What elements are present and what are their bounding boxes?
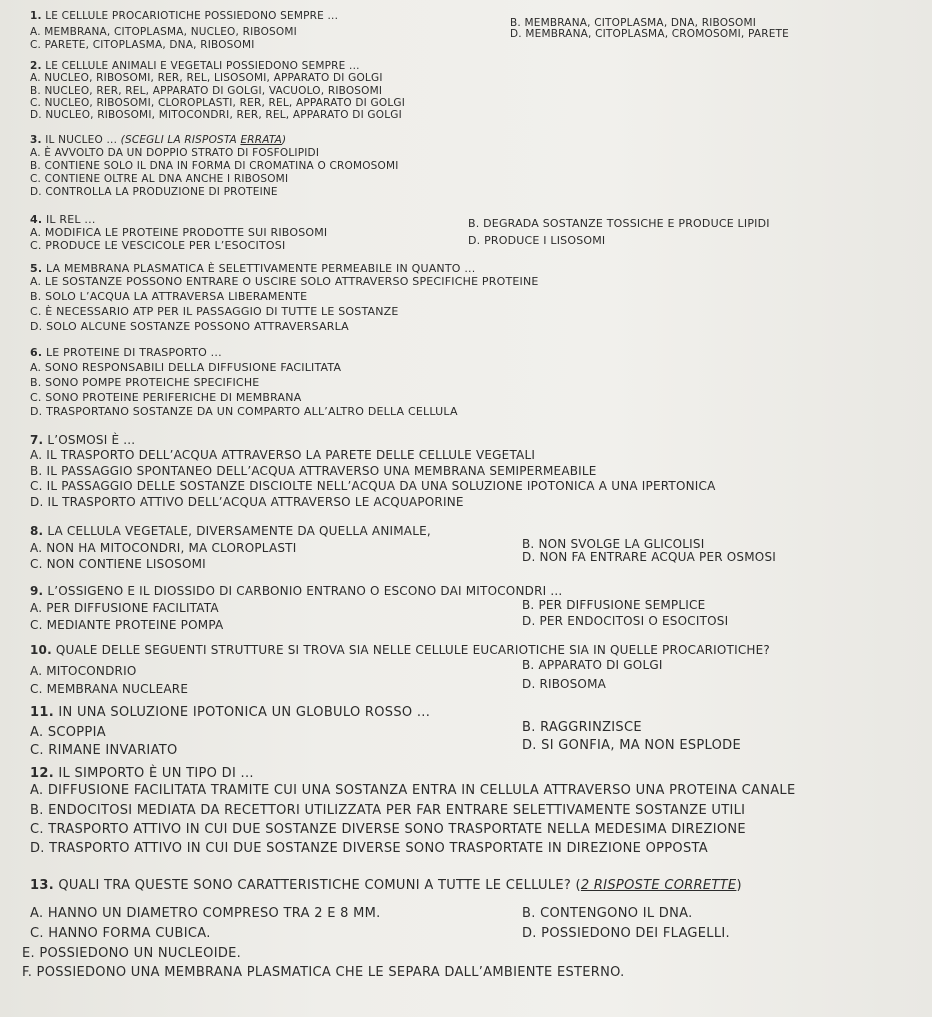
q9-option-b: B. PER DIFFUSIONE SEMPLICE xyxy=(522,598,706,612)
question-text: LE CELLULE ANIMALI E VEGETALI POSSIEDONO SEMPRE ... xyxy=(45,60,360,72)
question-6-stem xyxy=(30,346,222,359)
q4-option-a: A. MODIFICA LE PROTEINE PRODOTTE SUI RIBOSOMI xyxy=(30,226,328,239)
question-13-stem xyxy=(30,878,742,893)
q11-option-d: D. SI GONFIA, MA NON ESPLODE xyxy=(522,738,741,753)
question-text: LE CELLULE PROCARIOTICHE POSSIEDONO SEMPRE ... xyxy=(45,10,339,22)
question-text: LA MEMBRANA PLASMATICA È SELETTIVAMENTE PERMEABILE IN QUANTO ... xyxy=(45,262,476,275)
q6-option-a: A. SONO RESPONSABILI DELLA DIFFUSIONE FACILITATA xyxy=(30,361,342,374)
q13-option-d: D. POSSIEDONO DEI FLAGELLI. xyxy=(522,926,730,941)
question-number: 5. xyxy=(30,262,43,275)
question-3-stem xyxy=(30,134,286,146)
question-12-stem xyxy=(30,766,254,781)
question-number: 1. xyxy=(30,10,42,22)
q7-option-c: C. IL PASSAGGIO DELLE SOSTANZE DISCIOLTE NELL’ACQUA DA UNA SOLUZIONE IPOTONICA A UNA IPERTONICA xyxy=(30,479,716,493)
q10-option-d: D. RIBOSOMA xyxy=(522,677,607,691)
q1-option-b: B. MEMBRANA, CITOPLASMA, DNA, RIBOSOMI xyxy=(510,17,757,29)
question-text: IL NUCLEO ... xyxy=(45,134,118,146)
q11-option-c: C. RIMANE INVARIATO xyxy=(30,743,178,758)
question-text: L’OSMOSI È ... xyxy=(47,433,136,447)
question-text: QUALI TRA QUESTE SONO CARATTERISTICHE COMUNI A TUTTE LE CELLULE? xyxy=(58,878,576,893)
q2-option-b: B. NUCLEO, RER, REL, APPARATO DI GOLGI, VACUOLO, RIBOSOMI xyxy=(30,85,383,97)
q7-option-d: D. IL TRASPORTO ATTIVO DELL’ACQUA ATTRAVERSO LE ACQUAPORINE xyxy=(30,495,464,509)
question-2-stem xyxy=(30,60,360,72)
q9-option-c: C. MEDIANTE PROTEINE POMPA xyxy=(30,618,224,632)
question-number: 6. xyxy=(30,346,43,359)
question-number: 9. xyxy=(30,584,44,598)
question-5-stem xyxy=(30,262,475,275)
question-number: 12. xyxy=(30,766,54,781)
q8-option-a: A. NON HA MITOCONDRI, MA CLOROPLASTI xyxy=(30,541,297,555)
q13-option-b: B. CONTENGONO IL DNA. xyxy=(522,906,693,921)
q7-option-b: B. IL PASSAGGIO SPONTANEO DELL’ACQUA ATTRAVERSO UNA MEMBRANA SEMIPERMEABILE xyxy=(30,464,597,478)
note-text: ) xyxy=(736,878,742,893)
question-number: 11. xyxy=(30,705,54,720)
q4-option-b: B. DEGRADA SOSTANZE TOSSICHE E PRODUCE LIPIDI xyxy=(468,217,770,230)
q8-option-b: B. NON SVOLGE LA GLICOLISI xyxy=(522,537,705,551)
q2-option-d: D. NUCLEO, RIBOSOMI, MITOCONDRI, RER, REL, APPARATO DI GOLGI xyxy=(30,109,402,121)
q12-option-a: A. DIFFUSIONE FACILITATA TRAMITE CUI UNA SOSTANZA ENTRA IN CELLULA ATTRAVERSO UNA PROTEINA CANALE xyxy=(30,783,796,798)
note-text: (SCEGLI LA RISPOSTA xyxy=(120,134,241,146)
q3-option-a: A. È AVVOLTO DA UN DOPPIO STRATO DI FOSFOLIPIDI xyxy=(30,147,320,159)
question-text: IL SIMPORTO È UN TIPO DI ... xyxy=(58,766,254,781)
question-text: QUALE DELLE SEGUENTI STRUTTURE SI TROVA SIA NELLE CELLULE EUCARIOTICHE SIA IN QUELLE PROCARIOTICHE? xyxy=(55,643,770,657)
question-text: LA CELLULA VEGETALE, DIVERSAMENTE DA QUELLA ANIMALE, xyxy=(47,524,431,538)
q6-option-b: B. SONO POMPE PROTEICHE SPECIFICHE xyxy=(30,376,260,389)
q12-option-d: D. TRASPORTO ATTIVO IN CUI DUE SOSTANZE DIVERSE SONO TRASPORTATE IN DIREZIONE OPPOSTA xyxy=(30,841,708,856)
question-text: IN UNA SOLUZIONE IPOTONICA UN GLOBULO ROSSO ... xyxy=(58,705,431,720)
q5-option-c: C. È NECESSARIO ATP PER IL PASSAGGIO DI TUTTE LE SOSTANZE xyxy=(30,305,399,318)
note-keyword: ERRATA xyxy=(240,134,282,146)
question-9-stem xyxy=(30,584,562,598)
q3-option-d: D. CONTROLLA LA PRODUZIONE DI PROTEINE xyxy=(30,186,278,198)
q10-option-c: C. MEMBRANA NUCLEARE xyxy=(30,682,189,696)
q7-option-a: A. IL TRASPORTO DELL’ACQUA ATTRAVERSO LA PARETE DELLE CELLULE VEGETALI xyxy=(30,448,536,462)
question-text: LE PROTEINE DI TRASPORTO ... xyxy=(45,346,222,359)
q9-option-d: D. PER ENDOCITOSI O ESOCITOSI xyxy=(522,614,729,628)
question-number: 13. xyxy=(30,878,54,893)
q6-option-d: D. TRASPORTANO SOSTANZE DA UN COMPARTO ALL’ALTRO DELLA CELLULA xyxy=(30,405,458,418)
q1-option-d: D. MEMBRANA, CITOPLASMA, CROMOSOMI, PARETE xyxy=(510,28,789,40)
q2-option-a: A. NUCLEO, RIBOSOMI, RER, REL, LISOSOMI, APPARATO DI GOLGI xyxy=(30,72,383,84)
q12-option-b: B. ENDOCITOSI MEDIATA DA RECETTORI UTILIZZATA PER FAR ENTRARE SELETTIVAMENTE SOSTANZE UTILI xyxy=(30,803,746,818)
q5-option-d: D. SOLO ALCUNE SOSTANZE POSSONO ATTRAVERSARLA xyxy=(30,320,349,333)
question-number: 2. xyxy=(30,60,42,72)
question-number: 7. xyxy=(30,433,44,447)
q10-option-b: B. APPARATO DI GOLGI xyxy=(522,658,663,672)
q13-option-f: F. POSSIEDONO UNA MEMBRANA PLASMATICA CHE LE SEPARA DALL’AMBIENTE ESTERNO. xyxy=(22,965,625,980)
question-text: IL REL ... xyxy=(45,213,96,226)
question-number: 8. xyxy=(30,524,44,538)
note-keyword: 2 RISPOSTE CORRETTE xyxy=(580,878,737,893)
question-1-stem xyxy=(30,10,338,22)
q2-option-c: C. NUCLEO, RIBOSOMI, CLOROPLASTI, RER, REL, APPARATO DI GOLGI xyxy=(30,97,405,109)
q3-option-c: C. CONTIENE OLTRE AL DNA ANCHE I RIBOSOMI xyxy=(30,173,289,185)
question-11-stem xyxy=(30,705,430,720)
question-7-stem xyxy=(30,433,135,447)
q8-option-c: C. NON CONTIENE LISOSOMI xyxy=(30,557,206,571)
q9-option-a: A. PER DIFFUSIONE FACILITATA xyxy=(30,601,219,615)
q1-option-c: C. PARETE, CITOPLASMA, DNA, RIBOSOMI xyxy=(30,39,255,51)
question-number: 3. xyxy=(30,134,42,146)
q5-option-b: B. SOLO L’ACQUA LA ATTRAVERSA LIBERAMENTE xyxy=(30,290,308,303)
q4-option-c: C. PRODUCE LE VESCICOLE PER L’ESOCITOSI xyxy=(30,239,286,252)
question-10-stem xyxy=(30,643,770,657)
question-number: 4. xyxy=(30,213,43,226)
question-4-stem xyxy=(30,213,96,226)
q12-option-c: C. TRASPORTO ATTIVO IN CUI DUE SOSTANZE DIVERSE SONO TRASPORTATE NELLA MEDESIMA DIREZIONE xyxy=(30,822,746,837)
q4-option-d: D. PRODUCE I LISOSOMI xyxy=(468,234,606,247)
q13-option-e: E. POSSIEDONO UN NUCLEOIDE. xyxy=(22,946,242,961)
note-text: ( xyxy=(575,878,581,893)
q13-option-a: A. HANNO UN DIAMETRO COMPRESO TRA 2 E 8 ΜM. xyxy=(30,906,381,921)
q1-option-a: A. MEMBRANA, CITOPLASMA, NUCLEO, RIBOSOMI xyxy=(30,26,297,38)
q5-option-a: A. LE SOSTANZE POSSONO ENTRARE O USCIRE SOLO ATTRAVERSO SPECIFICHE PROTEINE xyxy=(30,275,539,288)
q10-option-a: A. MITOCONDRIO xyxy=(30,664,137,678)
question-number: 10. xyxy=(30,643,52,657)
q6-option-c: C. SONO PROTEINE PERIFERICHE DI MEMBRANA xyxy=(30,391,302,404)
q3-option-b: B. CONTIENE SOLO IL DNA IN FORMA DI CROMATINA O CROMOSOMI xyxy=(30,160,399,172)
q11-option-b: B. RAGGRINZISCE xyxy=(522,720,642,735)
question-note xyxy=(121,134,287,146)
note-text: ) xyxy=(281,134,287,146)
question-8-stem xyxy=(30,524,431,538)
question-text: L’OSSIGENO E IL DIOSSIDO DI CARBONIO ENTRANO O ESCONO DAI MITOCONDRI ... xyxy=(47,584,563,598)
q13-option-c: C. HANNO FORMA CUBICA. xyxy=(30,926,211,941)
q11-option-a: A. SCOPPIA xyxy=(30,725,106,740)
q8-option-d: D. NON FA ENTRARE ACQUA PER OSMOSI xyxy=(522,550,777,564)
